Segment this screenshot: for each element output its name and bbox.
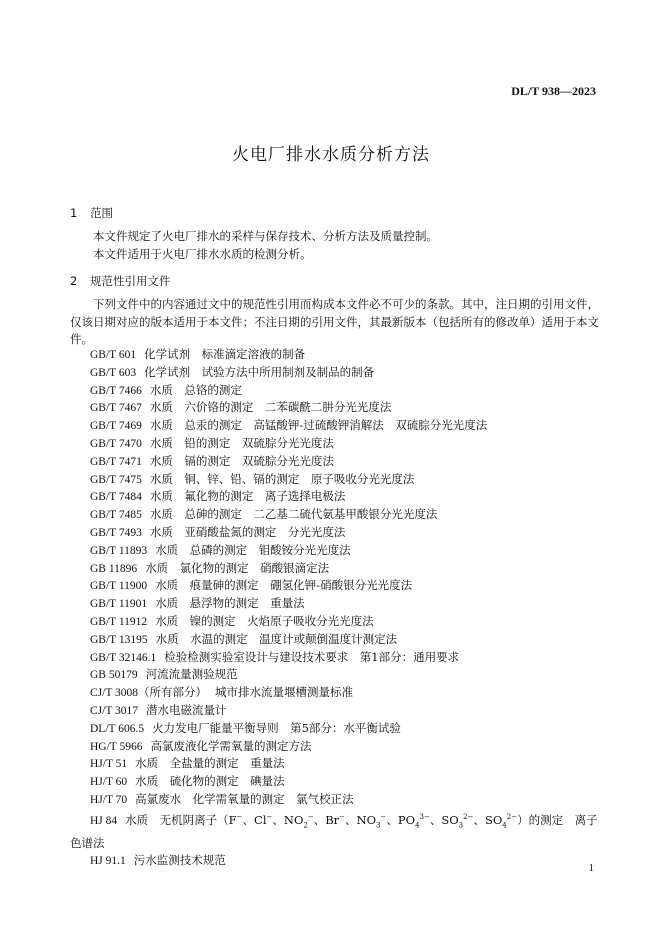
reference-title: 水质 总汞的测定 高锰酸钾-过硫酸钾消解法 双硫腙分光光度法 xyxy=(149,418,488,433)
reference-item xyxy=(70,720,600,738)
reference-code: GB 11896 xyxy=(90,562,138,575)
reference-item xyxy=(70,382,600,400)
reference-code: HJ/T 51 xyxy=(90,758,128,771)
reference-title: 水质 铅的测定 双硫腙分光光度法 xyxy=(149,435,334,450)
reference-item xyxy=(70,852,600,870)
ion-formula: $PO_4^{3-}$ xyxy=(397,812,430,829)
reference-item xyxy=(70,577,600,595)
reference-item xyxy=(70,560,600,578)
reference-title: 水质 悬浮物的测定 重量法 xyxy=(155,596,305,611)
reference-code: GB/T 7493 xyxy=(90,526,142,539)
section-1-heading xyxy=(70,205,113,221)
reference-code: GB/T 32146.1 xyxy=(90,651,157,664)
reference-code: HJ 91.1 xyxy=(90,855,126,868)
reference-item xyxy=(70,755,600,773)
section-1-paragraph-1: 本文件规定了火电厂排水的采样与保存技术、分析方法及质量控制。 xyxy=(93,229,438,243)
reference-title: 检验检测实验室设计与建设技术要求 第1部分：通用要求 xyxy=(164,649,460,664)
ion-list: F−、Cl−、$NO_2^-$、Br−、$NO_3^-$、$PO_4^{3-}$、$SO_3^{2-}$、$SO_4^{2-}$ xyxy=(228,812,518,829)
reference-code: GB/T 13195 xyxy=(90,633,148,646)
reference-code: CJ/T 3017 xyxy=(90,704,139,717)
reference-item xyxy=(70,524,600,542)
ion-formula: $SO_3^{2-}$ xyxy=(441,812,474,829)
reference-item xyxy=(70,738,600,756)
reference-title-prefix: 水质 无机阴离子（ xyxy=(125,812,229,827)
section-1-number: 1 xyxy=(70,206,78,220)
reference-item xyxy=(70,684,600,702)
ion-formula: $NO_2^-$ xyxy=(283,812,314,829)
reference-item xyxy=(70,417,600,435)
reference-item xyxy=(70,542,600,560)
reference-title: 水质 亚硝酸盐氮的测定 分光光度法 xyxy=(149,524,346,539)
reference-title: 高氯废水 化学需氧量的测定 氯气校正法 xyxy=(135,791,354,806)
reference-item xyxy=(70,631,600,649)
reference-title: 高氯废液化学需氧量的测定方法 xyxy=(150,738,312,753)
reference-code: GB/T 11900 xyxy=(90,580,148,593)
section-2-heading xyxy=(70,273,171,289)
reference-code: HJ/T 70 xyxy=(90,793,128,806)
ion-formula: $NO_3^-$ xyxy=(356,812,387,829)
ion-formula: Br− xyxy=(325,812,346,827)
reference-item xyxy=(70,435,600,453)
reference-item xyxy=(70,399,600,417)
reference-code: GB/T 7466 xyxy=(90,384,142,397)
reference-item xyxy=(70,595,600,613)
normative-reference-list xyxy=(70,346,600,870)
reference-code: GB 50179 xyxy=(90,669,138,682)
reference-item xyxy=(70,649,600,667)
reference-code: GB/T 7485 xyxy=(90,509,142,522)
reference-item xyxy=(70,613,600,631)
reference-title: 水质 总砷的测定 二乙基二硫代氨基甲酸银分光光度法 xyxy=(149,507,438,522)
reference-item xyxy=(70,453,600,471)
reference-item-hj84 xyxy=(70,809,600,853)
reference-code: DL/T 606.5 xyxy=(90,722,145,735)
reference-title: 水质 六价铬的测定 二苯碳酰二肼分光光度法 xyxy=(149,400,392,415)
reference-title: 水质 痕量砷的测定 硼氢化钾-硝酸银分光光度法 xyxy=(155,578,413,593)
reference-code: GB/T 7470 xyxy=(90,437,142,450)
reference-title: 水质 硫化物的测定 碘量法 xyxy=(135,774,285,789)
page-number: 1 xyxy=(588,862,594,874)
reference-code: GB/T 7475 xyxy=(90,473,142,486)
reference-code: HJ 84 xyxy=(90,814,118,827)
ion-formula: $SO_4^{2-}$ xyxy=(484,812,518,829)
reference-title: 水质 全盐量的测定 重量法 xyxy=(135,756,285,771)
document-title: 火电厂排水水质分析方法 xyxy=(232,145,430,165)
reference-title: 城市排水流量堰槽测量标准 xyxy=(215,685,354,700)
reference-code: GB/T 7467 xyxy=(90,402,142,415)
reference-item xyxy=(70,702,600,720)
reference-code: GB/T 11912 xyxy=(90,615,148,628)
reference-code: GB/T 601 xyxy=(90,349,137,361)
reference-title: 水质 总铬的测定 xyxy=(149,382,242,397)
reference-title: 水质 镉的测定 双硫腙分光光度法 xyxy=(149,453,334,468)
ion-formula: F− xyxy=(228,812,243,827)
reference-title: 水质 水温的测定 温度计或颠倒温度计测定法 xyxy=(155,631,398,646)
reference-item xyxy=(70,346,600,364)
reference-code: GB/T 7471 xyxy=(90,455,142,468)
reference-code: GB/T 7484 xyxy=(90,491,142,504)
reference-code: GB/T 11893 xyxy=(90,544,148,557)
reference-title: 潜水电磁流量计 xyxy=(146,702,227,717)
section-1-paragraph-2: 本文件适用于火电厂排水水质的检测分析。 xyxy=(93,247,312,261)
reference-code: HJ/T 60 xyxy=(90,776,128,789)
reference-item xyxy=(70,666,600,684)
reference-title: 水质 镍的测定 火焰原子吸收分光光度法 xyxy=(155,613,374,628)
reference-item xyxy=(70,488,600,506)
reference-title: 污水监测技术规范 xyxy=(133,853,226,868)
reference-code: GB/T 603 xyxy=(90,366,137,379)
reference-item xyxy=(70,471,600,489)
reference-title: 水质 氯化物的测定 硝酸银滴定法 xyxy=(145,560,330,575)
section-2-intro: 下列文件中的内容通过文中的规范性引用而构成本文件必不可少的条款。其中，注日期的引用文件，仅该日期对应的版本适用于本文件；不注日期的引用文件，其最新版本（包括所有的修改单）适用于本文件。 xyxy=(70,297,599,346)
reference-item xyxy=(70,506,600,524)
reference-item xyxy=(70,364,600,382)
reference-title: 水质 铜、锌、铅、镉的测定 原子吸收分光光度法 xyxy=(149,471,415,486)
reference-item xyxy=(70,791,600,809)
section-1-title: 范围 xyxy=(90,206,113,220)
reference-title-suffix: ）的测定 离子色谱法 xyxy=(70,812,598,850)
reference-item xyxy=(70,773,600,791)
reference-title: 化学试剂 试验方法中所用制剂及制品的制备 xyxy=(144,364,375,379)
reference-title: 水质 总磷的测定 钼酸铵分光光度法 xyxy=(155,542,351,557)
reference-title: 火力发电厂能量平衡导则 第5部分：水平衡试验 xyxy=(152,720,401,735)
reference-code: CJ/T 3008（所有部分） xyxy=(90,687,208,700)
section-2-title: 规范性引用文件 xyxy=(90,274,171,288)
ion-formula: Cl− xyxy=(254,812,273,827)
reference-title: 化学试剂 标准滴定溶液的制备 xyxy=(144,347,306,361)
section-2-number: 2 xyxy=(70,274,78,288)
reference-code: HG/T 5966 xyxy=(90,740,143,753)
standard-code: DL/T 938—2023 xyxy=(511,84,596,98)
reference-code: GB/T 11901 xyxy=(90,598,148,611)
reference-code: GB/T 7469 xyxy=(90,420,142,433)
reference-title: 水质 氟化物的测定 离子选择电极法 xyxy=(149,489,346,504)
reference-title: 河流流量测验规范 xyxy=(145,667,238,682)
